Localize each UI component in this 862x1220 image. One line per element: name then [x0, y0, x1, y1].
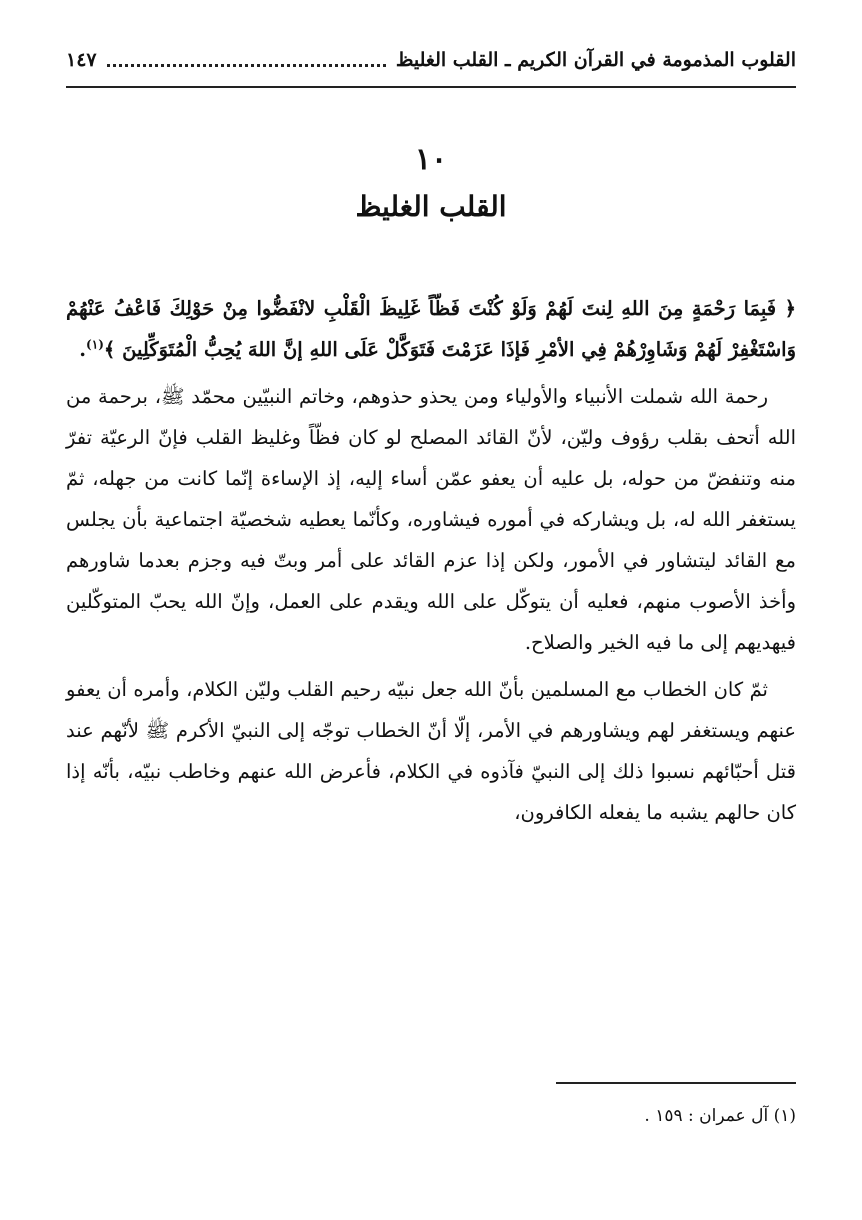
quran-verse-text: فَبِمَا رَحْمَةٍ مِنَ اللهِ لِنتَ لَهُمْ وَلَوْ كُنْتَ فَظّاً غَلِيظَ الْقَلْبِ لانْفَضُّوا مِنْ حَوْلِكَ فَاعْفُ عَنْهُمْ وَاسْتَغْفِرْ لَهُمْ وَشَاوِرْهُمْ فِي الأمْرِ فَإذَا عَزَمْتَ فَتَوَكَّلْ عَلَى اللهِ إنَّ اللهَ يُحِبُّ الْمُتَوَكِّلِينَ — [66, 297, 796, 361]
header-rule — [66, 86, 796, 88]
footnote: (١) آل عمران : ١٥٩ . — [644, 1106, 796, 1126]
chapter-title: القلب الغليظ — [355, 190, 507, 223]
quran-verse — [66, 288, 796, 370]
quran-close-bracket: ﴾ — [103, 338, 116, 361]
page-number: ١٤٧ — [66, 49, 97, 71]
paragraph: رحمة الله شملت الأنبياء والأولياء ومن يحذو حذوهم، وخاتم النبيّين محمّد ﷺ، برحمة من الله أتحف بقلب رؤوف وليّن، لأنّ القائد المصلح لو كان فظّاً وغليظ القلب فإنّ الرعيّة تفرّ منه وتنفضّ من حوله، بل عليه أن يعفو عمّن أساء إليه، إذ الإساءة إنّما كانت من جهله، ثمّ يستغفر الله له، بل ويشاركه في أموره فيشاوره، وكأنّما يعطيه شخصيّة اجتماعية بأن يجلس مع القائد ليتشاور في الأمور، ولكن إذا عزم القائد على أمر وبتّ فيه وجزم بعدما شاورهم وأخذ الأصوب منهم، فعليه أن يتوكّل على الله ويقدم على العمل، وإنّ الله يحبّ المتوكّلين فيهديهم إلى ما فيه الخير والصلاح. — [66, 385, 796, 654]
dotted-leader — [107, 54, 386, 67]
running-header — [66, 40, 796, 80]
quran-end-mark: . — [79, 338, 87, 361]
quran-open-bracket: ﴿ — [784, 297, 796, 320]
footnote-reference: (١) — [86, 337, 104, 352]
book-page — [66, 30, 796, 1200]
paragraph: ثمّ كان الخطاب مع المسلمين بأنّ الله جعل نبيّه رحيم القلب وليّن الكلام، وأمره أن يعفو عنهم ويستغفر لهم ويشاورهم في الأمر، إلّا أنّ الخطاب توجّه إلى النبيّ الأكرم ﷺ لأنّهم عند قتل أحبّائهم نسبوا ذلك إلى النبيّ فآذوه في الكلام، فأعرض الله عنهم وخاطب نبيّه، بأنّه إذا كان حالهم يشبه ما يفعله الكافرون، — [66, 678, 796, 824]
running-header-title: القلوب المذمومة في القرآن الكريم ـ القلب الغليظ — [395, 49, 796, 71]
footnote-separator — [556, 1082, 796, 1084]
chapter-number: ١٠ — [414, 142, 448, 177]
body-text — [66, 288, 796, 839]
